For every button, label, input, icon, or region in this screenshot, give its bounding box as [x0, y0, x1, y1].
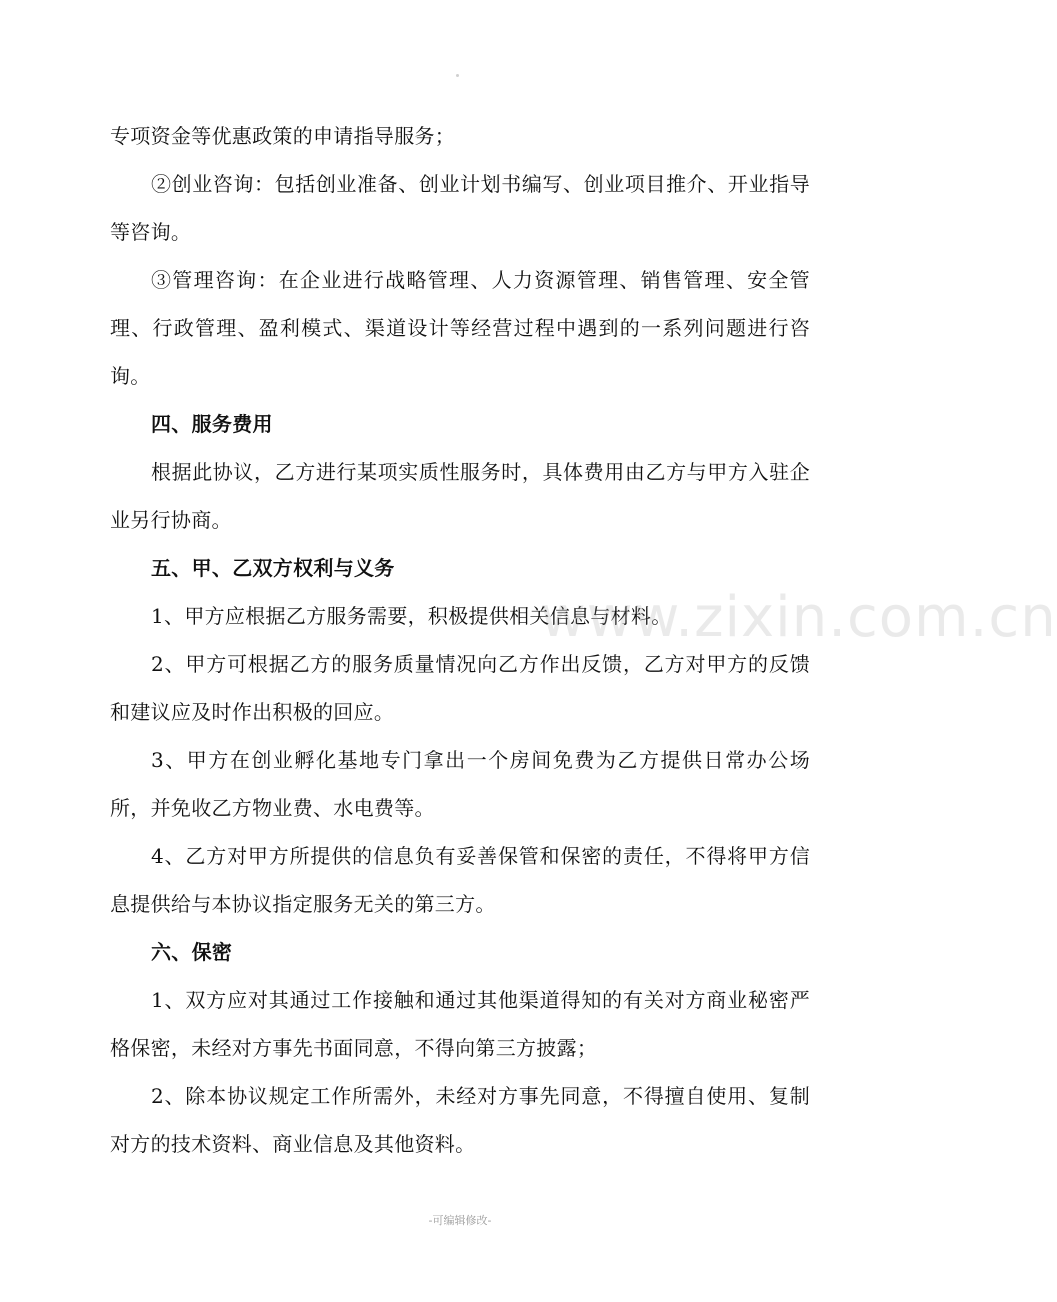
paragraph-management-consulting: ③管理咨询：在企业进行战略管理、人力资源管理、销售管理、安全管理、行政管理、盈利模式、渠道设计等经营过程中遇到的一系列问题进行咨询。: [110, 268, 810, 388]
clause-item: 2、除本协议规定工作所需外，未经对方事先同意，不得擅自使用、复制对方的技术资料、商业信息及其他资料。: [110, 1084, 810, 1156]
document-body: [110, 112, 810, 1168]
page-footer: -可编辑修改-: [428, 1214, 492, 1227]
clause-item: 1、双方应对其通过工作接触和通过其他渠道得知的有关对方商业秘密严格保密，未经对方事先书面同意，不得向第三方披露；: [110, 988, 810, 1060]
clause-item: 3、甲方在创业孵化基地专门拿出一个房间免费为乙方提供日常办公场所，并免收乙方物业费、水电费等。: [110, 748, 810, 820]
clause-item: 4、乙方对甲方所提供的信息负有妥善保管和保密的责任，不得将甲方信息提供给与本协议指定服务无关的第三方。: [110, 844, 810, 916]
section-heading-rights-obligations: 五、甲、乙双方权利与义务: [151, 556, 395, 580]
paragraph-continuation: 专项资金等优惠政策的申请指导服务；: [110, 124, 456, 148]
clause-item: 1、甲方应根据乙方服务需要，积极提供相关信息与材料。: [151, 604, 672, 628]
section-heading-confidentiality: 六、保密: [151, 940, 233, 964]
watermark-text: www.zixin.com.cn: [540, 585, 1057, 650]
page-top-mark: [456, 74, 459, 77]
paragraph-startup-consulting: ②创业咨询：包括创业准备、创业计划书编写、创业项目推介、开业指导等咨询。: [110, 172, 810, 244]
clause-item: 2、甲方可根据乙方的服务质量情况向乙方作出反馈，乙方对甲方的反馈和建议应及时作出积极的回应。: [110, 652, 810, 724]
section-heading-service-fees: 四、服务费用: [151, 412, 273, 436]
paragraph-service-fees: 根据此协议，乙方进行某项实质性服务时，具体费用由乙方与甲方入驻企业另行协商。: [110, 460, 810, 532]
